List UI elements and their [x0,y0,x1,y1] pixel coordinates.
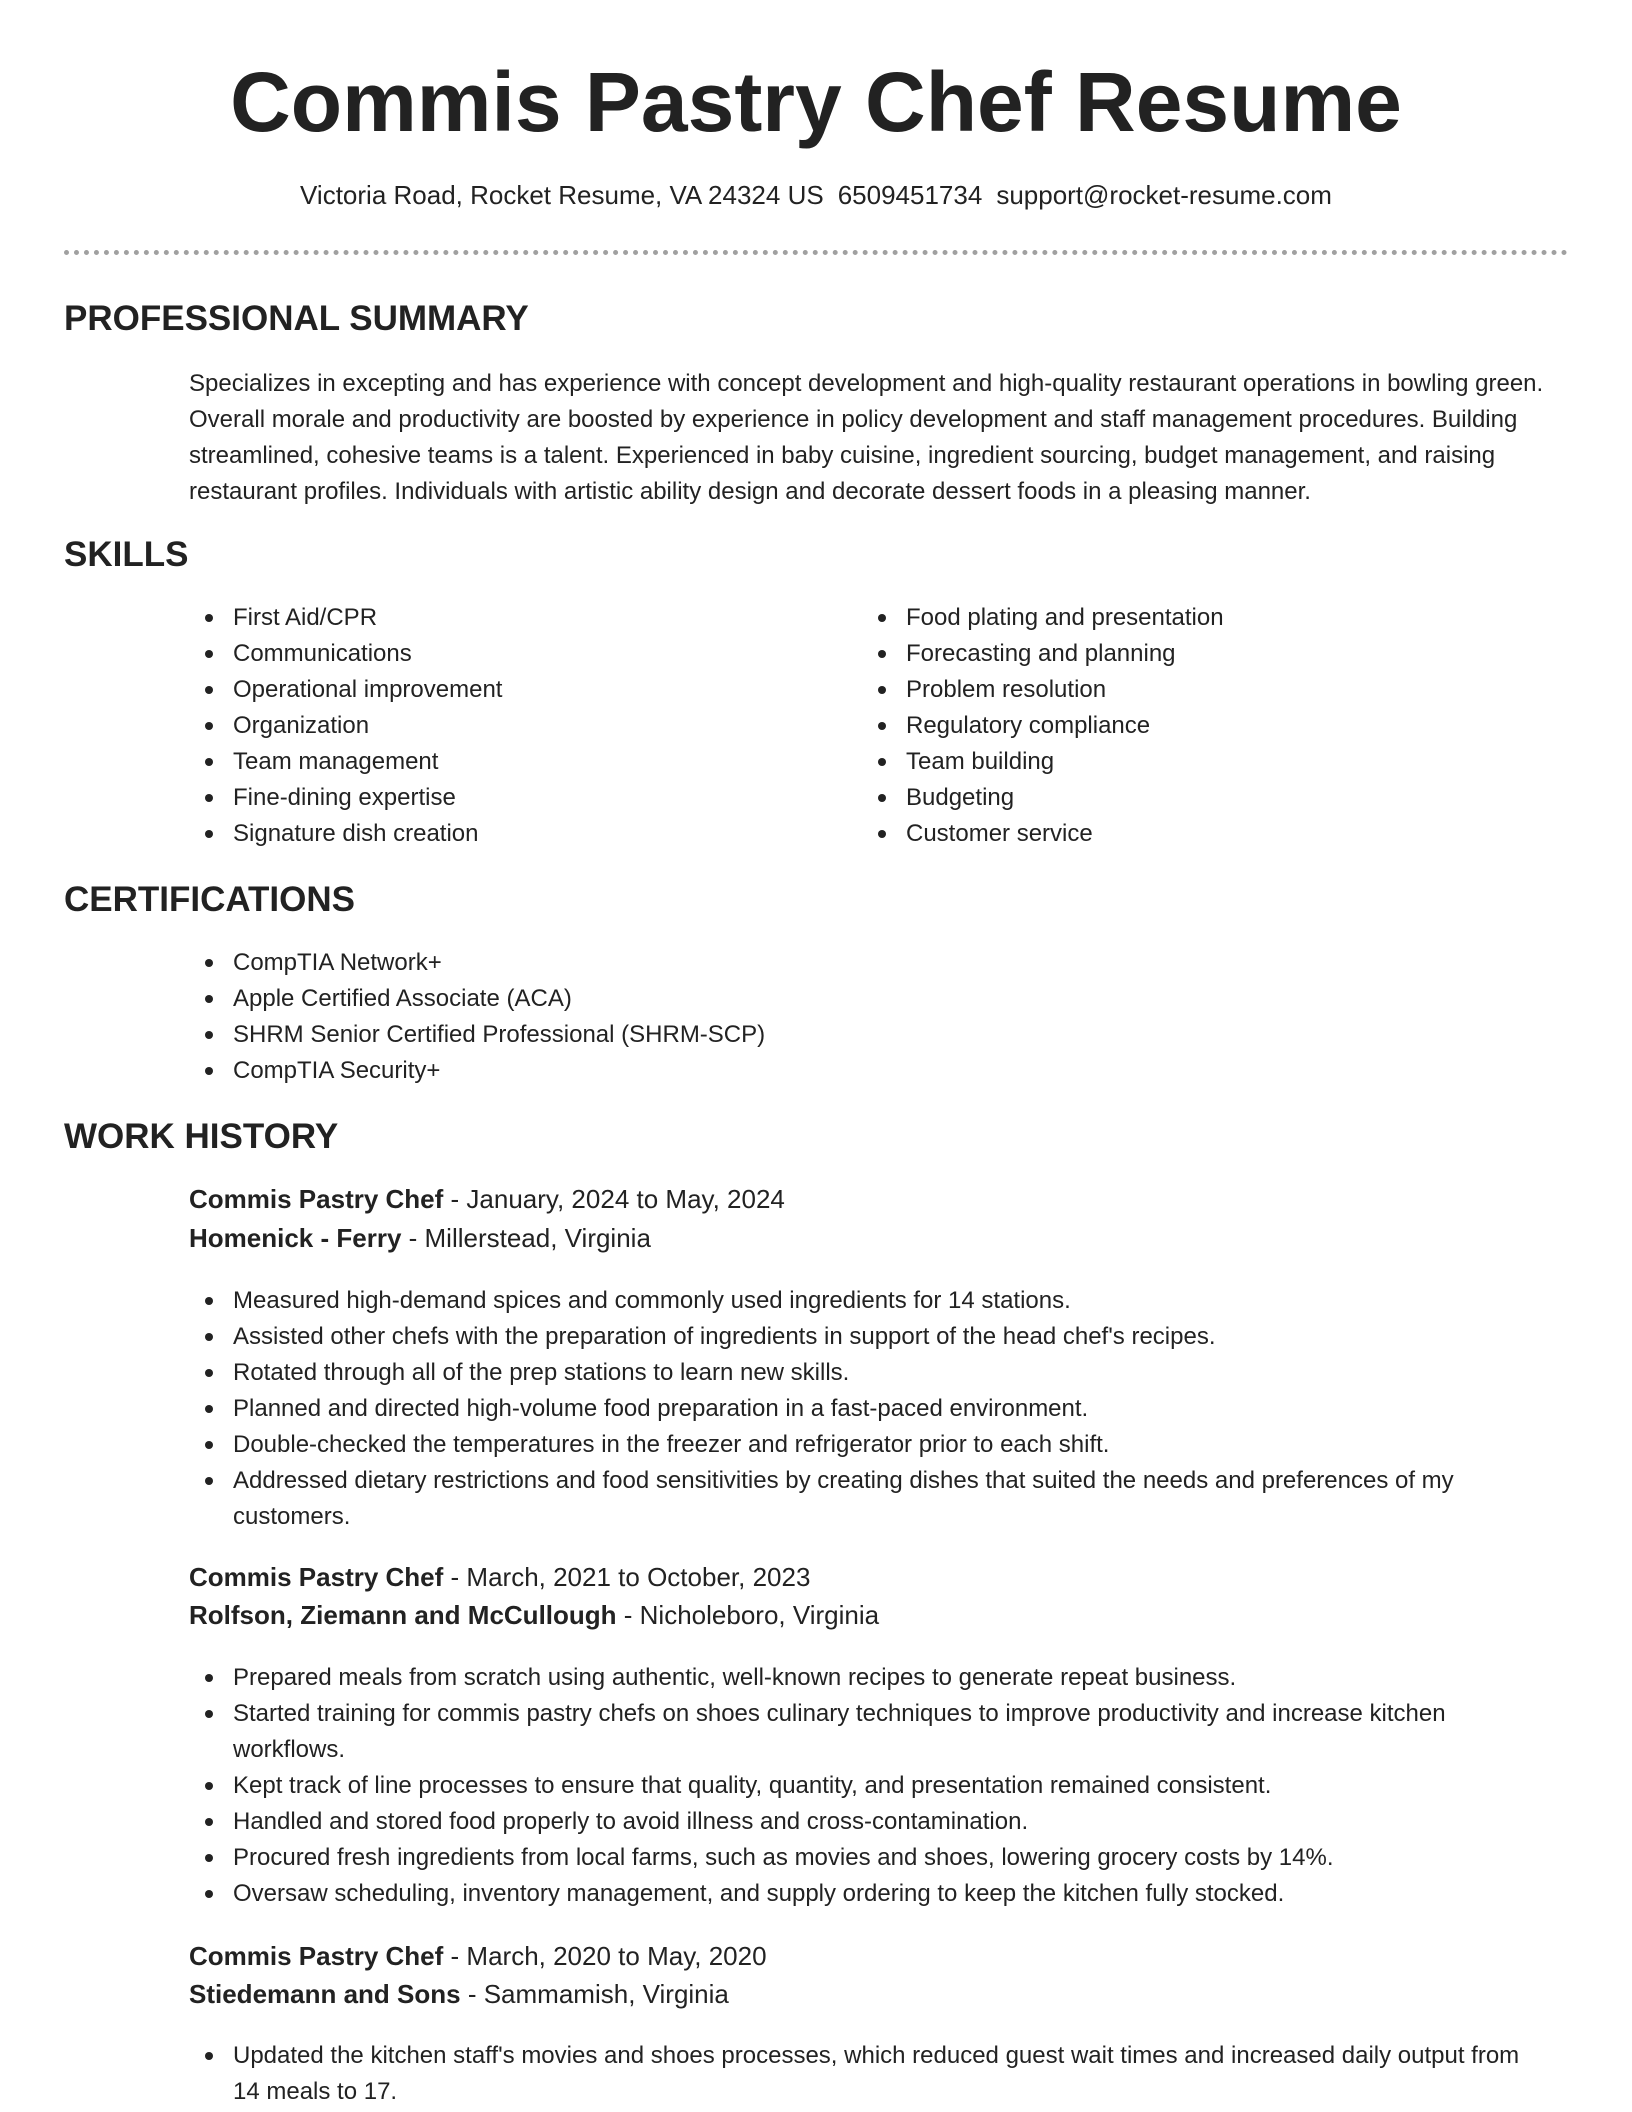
contact-phone: 6509451734 [837,180,983,210]
list-item: Planned and directed high-volume food preparation in a fast-paced environment. [189,1391,1529,1427]
job-role: Commis Pastry Chef [189,1941,444,1971]
list-item: Operational improvement [189,672,829,708]
list-item: First Aid/CPR [189,600,829,636]
job-role: Commis Pastry Chef [189,1562,444,1592]
contact-address: Victoria Road, Rocket Resume, VA 24324 US [300,180,824,210]
list-item: Team management [189,744,829,780]
list-item: Prepared meals from scratch using authentic, well-known recipes to generate repeat business. [189,1660,1529,1696]
job-location: - Millerstead, Virginia [401,1223,651,1253]
list-item: CompTIA Security+ [189,1053,1569,1089]
list-item: Signature dish creation [189,816,829,852]
job-company: Stiedemann and Sons [189,1979,461,2009]
list-item: Regulatory compliance [862,708,1502,744]
job-dates: - March, 2021 to October, 2023 [443,1562,811,1592]
list-item: Budgeting [862,780,1502,816]
job-1-bullets [189,1283,1529,1535]
resume-header [0,52,1632,212]
job-2-title-line [189,1558,810,1596]
skills-list-left [189,600,829,852]
section-title-skills: SKILLS [64,535,189,574]
resume-title: Commis Pastry Chef Resume [230,55,1402,149]
list-item: Organization [189,708,829,744]
list-item: Food plating and presentation [862,600,1502,636]
list-item: Fine-dining expertise [189,780,829,816]
job-role: Commis Pastry Chef [189,1184,444,1214]
job-company: Homenick - Ferry [189,1223,402,1253]
list-item: Procured fresh ingredients from local farms, such as movies and shoes, lowering grocery costs by 14%. [189,1840,1529,1876]
list-item: Handled and stored food properly to avoid illness and cross-contamination. [189,1804,1529,1840]
section-title-work-history: WORK HISTORY [64,1117,339,1156]
job-1-company-line [189,1219,651,1257]
list-item: Addressed dietary restrictions and food sensitivities by creating dishes that suited the needs and preferences of my customers. [189,1463,1529,1535]
section-title-summary: PROFESSIONAL SUMMARY [64,299,529,338]
summary-text: Specializes in excepting and has experience with concept development and high-quality restaurant operations in bowling green. Overall morale and productivity are boosted by experience in policy development and staff management procedures. Building streamlined, cohesive teams is a talent. Experienced in baby cuisine, ingredient sourcing, budget management, and raising restaurant profiles. Individuals with artistic ability design and decorate dessert foods in a pleasing manner. [189,370,1544,505]
list-item: Forecasting and planning [862,636,1502,672]
list-item: Measured high-demand spices and commonly used ingredients for 14 stations. [189,1283,1529,1319]
skills-list-right [862,600,1502,852]
job-3-bullets [189,2038,1529,2110]
job-location: - Nicholeboro, Virginia [616,1600,880,1630]
list-item: Problem resolution [862,672,1502,708]
list-item: Double-checked the temperatures in the freezer and refrigerator prior to each shift. [189,1427,1529,1463]
list-item: Customer service [862,816,1502,852]
list-item: SHRM Senior Certified Professional (SHRM-SCP) [189,1017,1569,1053]
job-2-bullets [189,1660,1529,1912]
certifications-list [189,945,1569,1089]
job-location: - Sammamish, Virginia [460,1979,729,2009]
job-company: Rolfson, Ziemann and McCullough [189,1600,617,1630]
list-item: Rotated through all of the prep stations to learn new skills. [189,1355,1529,1391]
list-item: Assisted other chefs with the preparation of ingredients in support of the head chef's recipes. [189,1319,1529,1355]
contact-email: support@rocket-resume.com [996,180,1332,210]
list-item: Kept track of line processes to ensure that quality, quantity, and presentation remained consistent. [189,1768,1529,1804]
job-dates: - March, 2020 to May, 2020 [443,1941,767,1971]
list-item: Updated the kitchen staff's movies and shoes processes, which reduced guest wait times and increased daily output from 14 meals to 17. [189,2038,1529,2110]
section-title-certifications: CERTIFICATIONS [64,880,356,919]
list-item: CompTIA Network+ [189,945,1569,981]
job-1-title-line [189,1180,785,1218]
list-item: Started training for commis pastry chefs on shoes culinary techniques to improve productivity and increase kitchen workflows. [189,1696,1529,1768]
header-divider [64,250,1568,255]
list-item: Team building [862,744,1502,780]
job-2-company-line [189,1596,879,1634]
job-3-company-line [189,1975,729,2013]
contact-line [0,178,1632,212]
list-item: Apple Certified Associate (ACA) [189,981,1569,1017]
list-item: Oversaw scheduling, inventory management, and supply ordering to keep the kitchen fully stocked. [189,1876,1529,1912]
list-item: Communications [189,636,829,672]
job-dates: - January, 2024 to May, 2024 [443,1184,785,1214]
job-3-title-line [189,1937,767,1975]
